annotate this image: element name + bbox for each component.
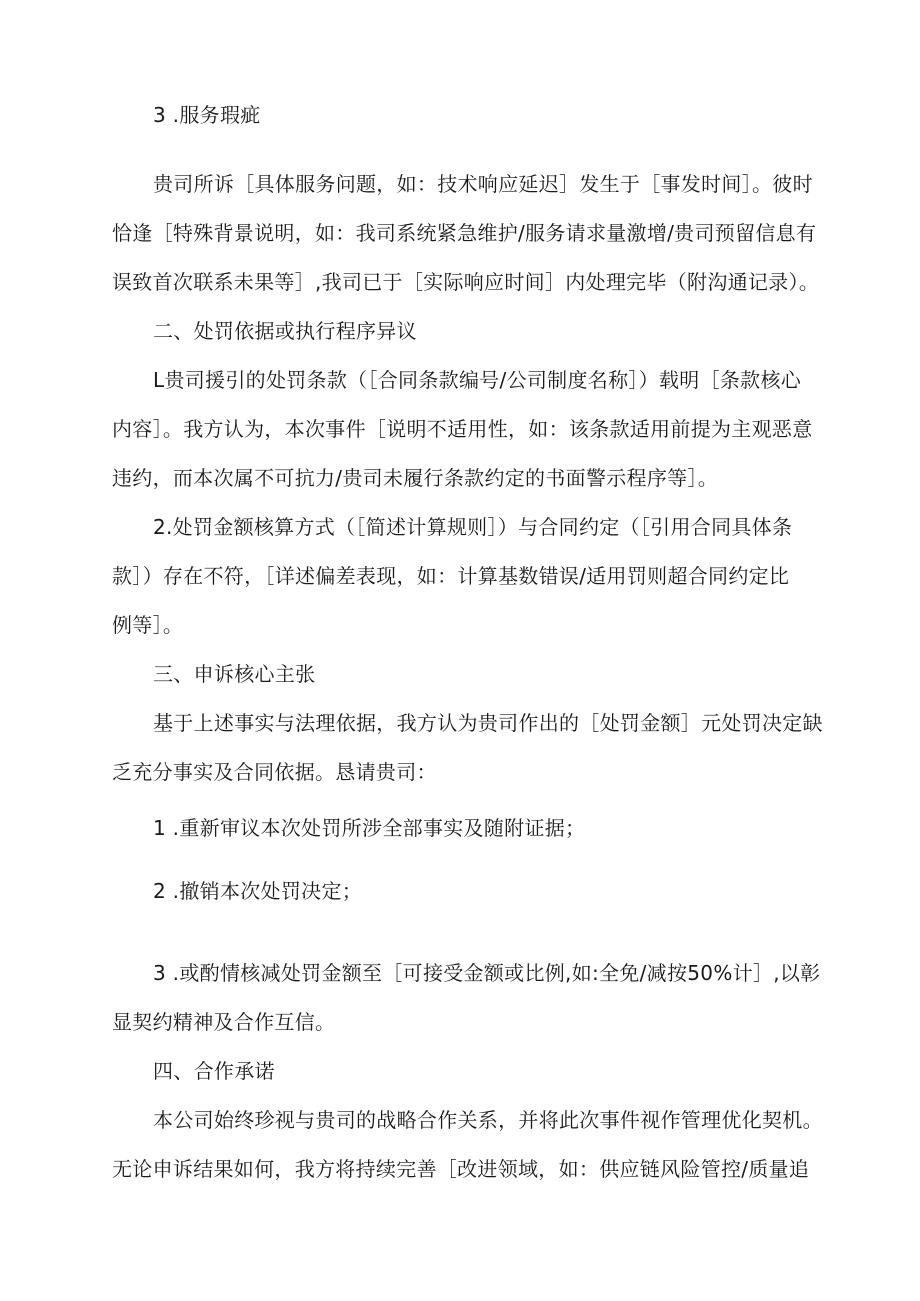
paragraph-line: L贵司援引的处罚条款（［合同条款编号/公司制度名称］）载明［条款核心 [153,368,802,392]
section-heading-service-defect: 3 .服务瑕疵 [153,103,261,127]
section-heading-cooperation: 四、合作承诺 [153,1059,275,1083]
list-item: 2 .撤销本次处罚决定； [153,879,363,903]
paragraph-line: 恰逢［特殊背景说明，如：我司系统紧急维护/服务请求量激增/贵司预留信息有 [112,221,817,245]
paragraph-line: 显契约精神及合作互信。 [112,1010,336,1034]
paragraph-line: 违约，而本次属不可抗力/贵司未履行条款约定的书面警示程序等］。 [112,466,719,490]
paragraph-line: 无论申诉结果如何，我方将持续完善［改进领域，如：供应链风险管控/质量追 [112,1157,810,1181]
paragraph-line: 误致首次联系未果等］,我司已于［实际响应时间］内处理完毕（附沟通记录）。 [112,270,820,294]
paragraph-line: 乏充分事实及合同依据。恳请贵司： [112,760,437,784]
list-item: 3 .或酌情核减处罚金额至［可接受金额或比例,如:全免/减按50%计］,以彰 [153,961,821,985]
paragraph-line: 基于上述事实与法理依据，我方认为贵司作出的［处罚金额］元处罚决定缺 [153,711,823,735]
paragraph-line: 贵司所诉［具体服务问题，如：技术响应延迟］发生于［事发时间］。彼时 [153,172,813,196]
paragraph-line: 例等］。 [112,613,184,637]
section-heading-core-claims: 三、申诉核心主张 [153,662,316,686]
paragraph-line: 内容］。我方认为，本次事件［说明不适用性，如：该条款适用前提为主观恶意 [112,417,813,441]
paragraph-line: 款］）存在不符，［详述偏差表现，如：计算基数错误/适用罚则超合同约定比 [112,564,790,588]
paragraph-line: 2.处罚金额核算方式（［简述计算规则］）与合同约定（［引用合同具体条 [153,515,793,539]
section-heading-penalty-basis: 二、处罚依据或执行程序异议 [153,319,417,343]
list-item: 1 .重新审议本次处罚所涉全部事实及随附证据； [153,816,586,840]
paragraph-line: 本公司始终珍视与贵司的战略合作关系，并将此次事件视作管理优化契机。 [153,1108,823,1132]
